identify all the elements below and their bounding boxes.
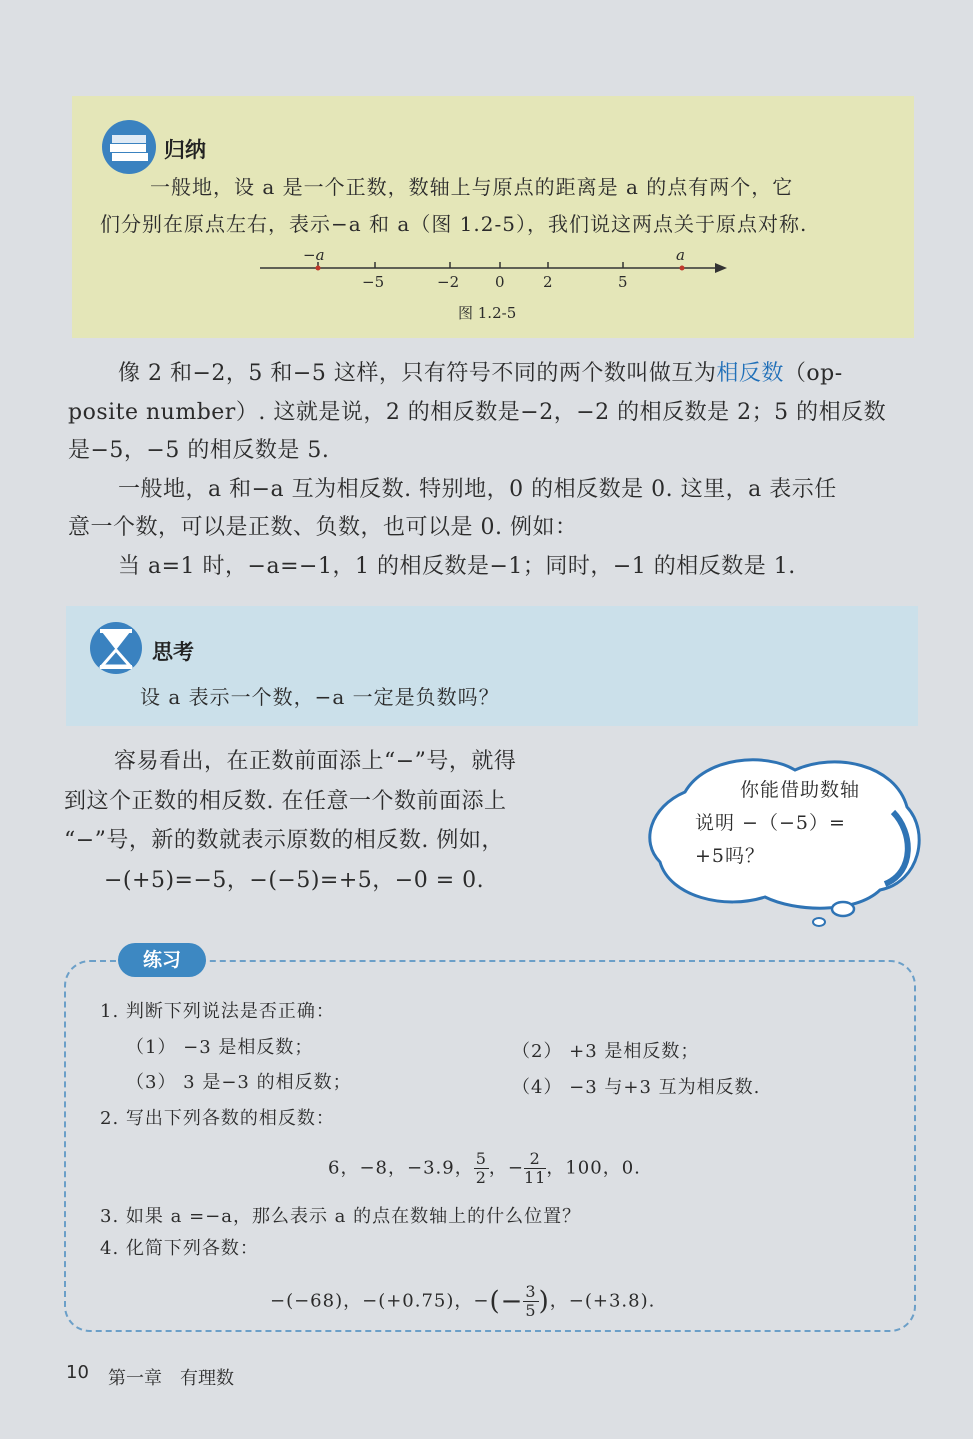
exercise-q3: 3. 如果 a =−a，那么表示 a 的点在数轴上的什么位置？ <box>100 1206 582 1227</box>
exercise-q1-4: （4） −3 与+3 互为相反数. <box>512 1077 761 1098</box>
summary-line-1: 一般地，设 a 是一个正数，数轴上与原点的距离是 a 的点有两个，它 <box>150 175 794 199</box>
axis-label-neg-a: −a <box>303 246 325 264</box>
paragraph-1-line-3: 是−5，−5 的相反数是 5. <box>68 438 330 463</box>
page-number: 10 <box>66 1362 89 1383</box>
books-icon <box>100 118 158 174</box>
exercise-q4-list: −(−68)，−(+0.75)，−(− $\frac{3}{5}$ )，−(+3.8). <box>270 1282 656 1320</box>
exercise-q2: 2. 写出下列各数的相反数： <box>100 1108 335 1129</box>
figure-caption: 图 1.2-5 <box>458 304 517 322</box>
lower-line-2: 到这个正数的相反数. 在任意一个数前面添上 <box>64 789 507 814</box>
term-opposite-number: 相反数 <box>716 361 784 386</box>
paragraph-3: 当 a=1 时，−a=−1，1 的相反数是−1；同时，−1 的相反数是 1. <box>118 554 796 579</box>
exercise-q1-2: （2） +3 是相反数； <box>512 1041 700 1062</box>
paragraph-1-line-2: posite number）. 这就是说，2 的相反数是−2，−2 的相反数是 2；5 的相反数 <box>68 400 887 425</box>
paragraph-2-line-2: 意一个数，可以是正数、负数，也可以是 0. 例如： <box>68 515 578 540</box>
exercise-tag: 练习 <box>118 943 206 977</box>
summary-heading: 归纳 <box>164 138 206 162</box>
exercise-q4: 4. 化简下列各数： <box>100 1238 259 1259</box>
exercise-q1: 1. 判断下列说法是否正确： <box>100 1001 335 1022</box>
think-heading: 思考 <box>152 640 194 664</box>
exercise-q1-1: （1） −3 是相反数； <box>126 1037 314 1058</box>
axis-tick-5: 5 <box>618 273 628 291</box>
exercise-q1-3: （3） 3 是−3 的相反数； <box>126 1072 352 1093</box>
axis-tick-2: 2 <box>543 273 553 291</box>
lower-line-1: 容易看出，在正数前面添上“−”号，就得 <box>114 749 517 774</box>
fraction-2-11: $\frac{2}{11}$ <box>523 1149 547 1187</box>
fraction-3-5: $\frac{3}{5}$ <box>525 1282 537 1320</box>
summary-line-2: 们分别在原点左右，表示−a 和 a（图 1.2-5），我们说这两点关于原点对称. <box>100 212 808 236</box>
cloud-line-2: 说明 −（−5）= <box>695 812 846 834</box>
axis-tick-0: 0 <box>495 273 505 291</box>
lower-line-4: −(+5)=−5，−(−5)=+5，−0 = 0. <box>104 868 485 893</box>
axis-tick-m5: −5 <box>362 273 385 291</box>
chapter-label: 第一章 <box>108 1368 162 1389</box>
paragraph-2-line-1: 一般地，a 和−a 互为相反数. 特别地，0 的相反数是 0. 这里，a 表示任 <box>118 477 837 502</box>
axis-label-pos-a: a <box>676 246 685 264</box>
chapter-title: 有理数 <box>180 1368 234 1389</box>
cloud-line-1: 你能借助数轴 <box>740 779 861 801</box>
paragraph-1-line-1: 像 2 和−2，5 和−5 这样，只有符号不同的两个数叫做互为相反数（op- <box>118 361 843 386</box>
hourglass-icon <box>88 620 144 676</box>
think-question: 设 a 表示一个数，−a 一定是负数吗？ <box>140 685 500 709</box>
cloud-line-3: +5吗？ <box>695 845 766 867</box>
axis-tick-m2: −2 <box>437 273 460 291</box>
lower-line-3: “−”号，新的数就表示原数的相反数. 例如， <box>64 828 504 853</box>
fraction-5-2: $\frac{5}{2}$ <box>475 1149 487 1187</box>
exercise-q2-list: 6，−8，−3.9， $\frac{5}{2}$ ，− $\frac{2}{11}$ ，100，0. <box>328 1149 641 1187</box>
